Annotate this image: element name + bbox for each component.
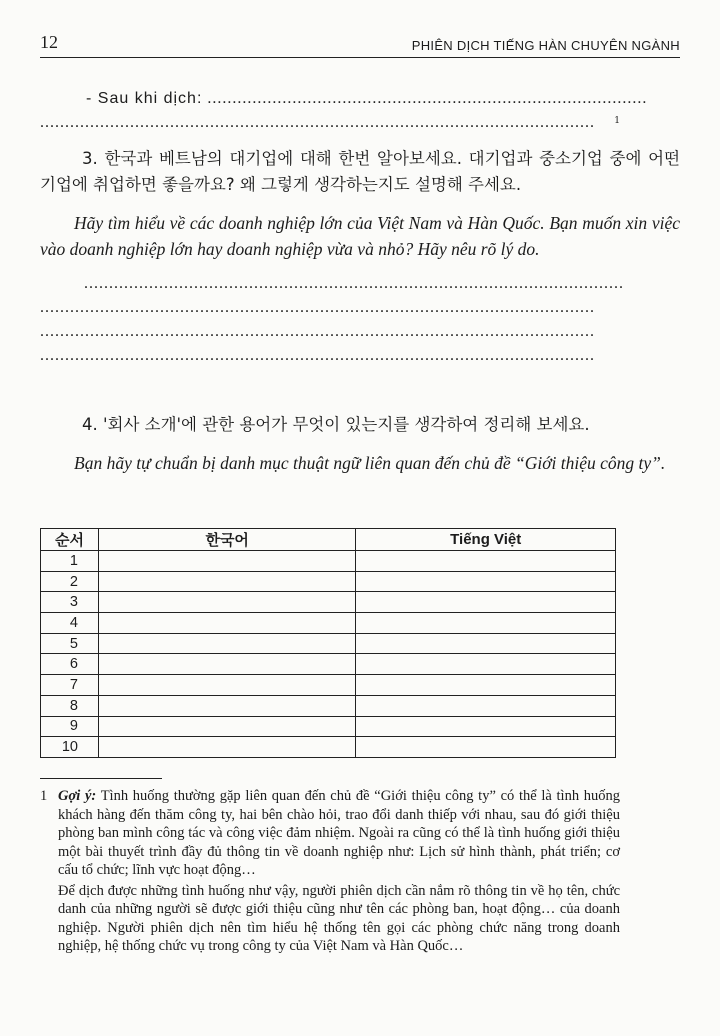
vietnamese-cell[interactable] <box>356 571 616 592</box>
footnote-text: Tình huống thường gặp liên quan đến chủ đề “Giới thiệu công ty” có thể là tình huống khách hàng đến thăm công ty, hai bên chào hỏi, trao đổi danh thiếp với nhau, sau đó giới thiệu phòng ban mình công tác và công việc đảm nhiệm. Ngoài ra cũng có thể là tình huống giới thiệu một bài thuyết trình đầy đủ thông tin về doanh nghiệp như: Lịch sử hình thành, phát triển; cơ cấu tổ chức; lĩnh vực hoạt động… <box>58 788 621 878</box>
footnote <box>40 787 620 956</box>
korean-cell[interactable] <box>98 695 355 716</box>
question-3-vietnamese: Hãy tìm hiểu về các doanh nghiệp lớn của Việt Nam và Hàn Quốc. Bạn muốn xin việc vào doanh nghiệp lớn hay doanh nghiệp vừa và nhỏ? Hãy nêu rõ lý do. <box>40 213 680 259</box>
header-korean: 한국어 <box>98 529 355 551</box>
vietnamese-cell[interactable] <box>356 613 616 634</box>
korean-cell[interactable] <box>98 633 355 654</box>
korean-cell[interactable] <box>98 613 355 634</box>
page-header <box>40 32 680 58</box>
answer-dots: ............................................................................................................... <box>40 299 595 316</box>
table-row <box>41 654 616 675</box>
vietnamese-cell[interactable] <box>356 695 616 716</box>
header-vietnamese: Tiếng Việt <box>356 529 616 551</box>
answer-dots: ............................................................................................................... <box>40 114 595 131</box>
row-number: 10 <box>41 737 99 758</box>
table-row <box>41 737 616 758</box>
korean-cell[interactable] <box>98 737 355 758</box>
answer-dots: ............................................................................................................... <box>40 347 595 364</box>
korean-cell[interactable] <box>98 592 355 613</box>
row-number: 5 <box>41 633 99 654</box>
korean-cell[interactable] <box>98 675 355 696</box>
footnote-hint-label: Gợi ý: <box>58 788 97 804</box>
row-number: 7 <box>41 675 99 696</box>
footnote-divider <box>40 778 162 779</box>
footnote-paragraph-2: Để dịch được những tình huống như vậy, người phiên dịch cần nắm rõ thông tin về họ tên, chức danh của những người sẽ được giới thiệu cũng như tên các phòng ban, hoạt động… của doanh nghiệp. Người phiên dịch nên tìm hiểu hệ thống tên gọi các phòng chức năng trong doanh nghiệp, hệ thống chức vụ trong công ty của Việt Nam và Hàn Quốc… <box>58 882 620 954</box>
table-row <box>41 592 616 613</box>
row-number: 4 <box>41 613 99 634</box>
vietnamese-cell[interactable] <box>356 654 616 675</box>
row-number: 8 <box>41 695 99 716</box>
table-header-row <box>41 529 616 551</box>
answer-dots: ............................................................................................................ <box>84 275 624 292</box>
footnote-paragraph <box>40 787 620 880</box>
korean-cell[interactable] <box>98 716 355 737</box>
korean-cell[interactable] <box>98 654 355 675</box>
row-number: 2 <box>41 571 99 592</box>
header-order: 순서 <box>41 529 99 551</box>
row-number: 6 <box>41 654 99 675</box>
table-row <box>41 633 616 654</box>
footnote-number: 1 <box>40 788 48 804</box>
row-number: 1 <box>41 551 99 572</box>
after-translation-label: - Sau khi dịch: <box>86 90 203 107</box>
vietnamese-cell[interactable] <box>356 633 616 654</box>
vietnamese-cell[interactable] <box>356 592 616 613</box>
after-translation-section <box>40 90 680 132</box>
vietnamese-cell[interactable] <box>356 675 616 696</box>
terms-table <box>40 528 616 758</box>
answer-dots: ........................................................................................ <box>207 90 648 107</box>
table-row <box>41 571 616 592</box>
vietnamese-cell[interactable] <box>356 737 616 758</box>
page-number: 12 <box>40 32 58 52</box>
korean-cell[interactable] <box>98 551 355 572</box>
vietnamese-cell[interactable] <box>356 716 616 737</box>
table-row <box>41 716 616 737</box>
row-number: 9 <box>41 716 99 737</box>
row-number: 3 <box>41 592 99 613</box>
answer-dots: ............................................................................................................... <box>40 323 595 340</box>
footnote-marker: 1 <box>614 116 620 126</box>
question-4-vietnamese: Bạn hãy tự chuẩn bị danh mục thuật ngữ liên quan đến chủ đề “Giới thiệu công ty”. <box>74 453 666 473</box>
question-3 <box>40 146 680 368</box>
running-title: PHIÊN DỊCH TIẾNG HÀN CHUYÊN NGÀNH <box>411 38 680 53</box>
table-row <box>41 695 616 716</box>
table-row <box>41 613 616 634</box>
question-4-korean: 4. '회사 소개'에 관한 용어가 무엇이 있는지를 생각하여 정리해 보세요. <box>82 415 590 434</box>
table-row <box>41 675 616 696</box>
question-4 <box>40 412 680 476</box>
table-row <box>41 551 616 572</box>
question-3-korean: 3. 한국과 베트남의 대기업에 대해 한번 알아보세요. 대기업과 중소기업 중에 어떤 기업에 취업하면 좋을까요? 왜 그렇게 생각하는지도 설명해 주세요. <box>40 149 680 194</box>
vietnamese-cell[interactable] <box>356 551 616 572</box>
korean-cell[interactable] <box>98 571 355 592</box>
